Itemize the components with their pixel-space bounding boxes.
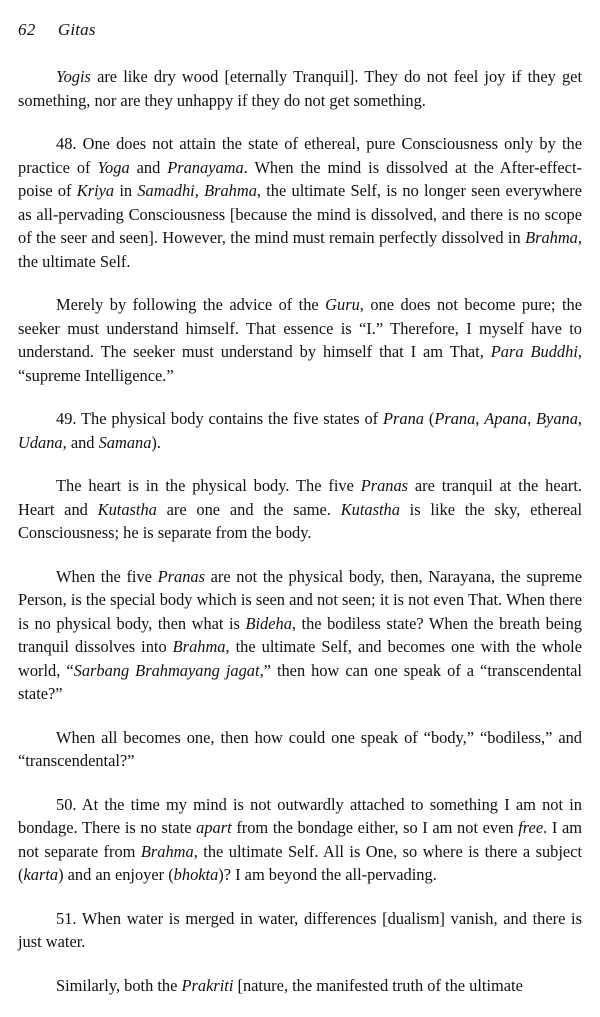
italic-text: Kutastha xyxy=(97,499,157,519)
text-run: Merely by following the advice of the xyxy=(56,295,326,314)
italic-text: Brahma xyxy=(172,637,226,656)
text-run: from the bondage either, so I am not even xyxy=(231,818,519,837)
italic-text: Samana xyxy=(98,432,152,452)
paragraph xyxy=(18,793,582,887)
italic-text: Pranas xyxy=(360,476,409,495)
italic-text: Kutastha xyxy=(340,499,400,519)
italic-text: Pranayama xyxy=(167,157,244,177)
italic-text: Apana xyxy=(484,409,528,428)
text-run: ). xyxy=(151,432,161,452)
text-run: ) and an enjoyer ( xyxy=(58,865,174,884)
text-run: , the ultimate Self. All is One, so where is there a subject ( xyxy=(18,841,582,884)
body-text xyxy=(18,65,582,1017)
text-run: When the five xyxy=(56,566,158,586)
running-title: Gitas xyxy=(57,20,96,39)
italic-text: Sarbang Brahmayang jagat xyxy=(73,660,260,680)
paragraph xyxy=(18,474,582,545)
running-header xyxy=(18,20,96,40)
text-run: When all becomes one, then how could one speak of “body,” “bodiless,” and “transcendental?” xyxy=(18,727,582,770)
text-run: , “supreme Intelligence.” xyxy=(18,342,582,385)
text-run: 50. At the time my mind is not outwardly attached to something I am not in bondage. There is no state xyxy=(18,794,582,837)
text-run: , and xyxy=(62,432,99,452)
paragraph xyxy=(18,132,582,273)
text-run: )? I am beyond the all-pervading. xyxy=(218,865,437,884)
italic-text: Udana xyxy=(18,432,63,452)
italic-text: Brahma xyxy=(525,228,578,247)
italic-text: karta xyxy=(23,865,59,884)
italic-text: Kriya xyxy=(76,181,115,200)
italic-text: Pranas xyxy=(157,566,205,586)
italic-text: free xyxy=(518,818,544,837)
italic-text: bhokta xyxy=(173,865,219,884)
text-run: , the ultimate Self, and becomes one with the whole world, “ xyxy=(18,637,582,680)
italic-text: Guru xyxy=(325,295,360,314)
text-run: , one does not become pure; the seeker must understand himself. That essence is “I.” Therefore, I myself have to understand. The seeker must understand by himself that I am That, xyxy=(18,295,582,361)
text-run: are one and the same. xyxy=(156,499,341,519)
paragraph xyxy=(18,726,582,773)
text-run: 49. The physical body contains the five states of xyxy=(56,409,383,428)
text-run: 51. When water is merged in water, differences [dualism] vanish, and there is just water. xyxy=(18,908,582,951)
italic-text: Para Buddhi xyxy=(490,342,578,361)
italic-text: Prakriti xyxy=(181,975,234,995)
paragraph xyxy=(18,565,582,706)
text-run: , xyxy=(577,409,583,428)
italic-text: Prana xyxy=(434,409,476,428)
text-run: in xyxy=(114,181,138,200)
page-number: 62 xyxy=(18,20,36,39)
text-run: ,” then how can one speak of a “transcendental state?” xyxy=(18,660,582,703)
italic-text: Brahma xyxy=(140,841,194,861)
text-run: . I am not separate from xyxy=(18,818,582,861)
text-run: The heart is in the physical body. The five xyxy=(56,476,361,495)
italic-text: Yogis xyxy=(56,67,91,86)
text-run: Similarly, both the xyxy=(56,975,182,995)
italic-text: Samadhi, Brahma xyxy=(137,181,257,200)
text-run: and xyxy=(129,157,168,177)
italic-text: Prana xyxy=(383,409,424,428)
text-run: , the bodiless state? When the breath being tranquil dissolves into xyxy=(18,613,582,656)
italic-text: Byana xyxy=(536,409,578,428)
text-run: , the ultimate Self, is no longer seen everywhere as all-pervading Consciousness [because the mind is dissolved, and there is no scope of the seer and seen]. However, the mind must remain perfectly dissolved in xyxy=(18,181,582,247)
text-run: are not the physical body, then, Narayana, the supreme Person, is the special body which is seen and not seen; it is not even That. When there is no physical body, then what is xyxy=(18,566,583,633)
text-run: 48. One does not attain the state of ethereal, pure Consciousness only by the practice of xyxy=(18,134,582,177)
paragraph xyxy=(18,907,582,954)
text-run: are like dry wood [eternally Tranquil]. They do not feel joy if they get something, nor are they unhappy if they do not get something. xyxy=(18,67,582,110)
text-run: , xyxy=(527,409,537,428)
text-run: [nature, the manifested truth of the ultimate xyxy=(233,975,523,995)
italic-text: Yoga xyxy=(97,157,130,177)
italic-text: Bideha xyxy=(245,613,292,633)
italic-text: apart xyxy=(196,818,232,837)
text-run: , the ultimate Self. xyxy=(18,228,582,271)
paragraph xyxy=(18,974,582,998)
paragraph xyxy=(18,407,582,454)
text-run: . When the mind is dissolved at the After-effect-poise of xyxy=(18,157,582,200)
text-run: is like the sky, ethereal Consciousness; he is separate from the body. xyxy=(18,499,583,542)
text-run: , xyxy=(475,409,485,428)
text-run: ( xyxy=(423,409,435,428)
paragraph xyxy=(18,293,582,387)
paragraph xyxy=(18,65,582,112)
text-run: are tranquil at the heart. Heart and xyxy=(18,476,583,519)
